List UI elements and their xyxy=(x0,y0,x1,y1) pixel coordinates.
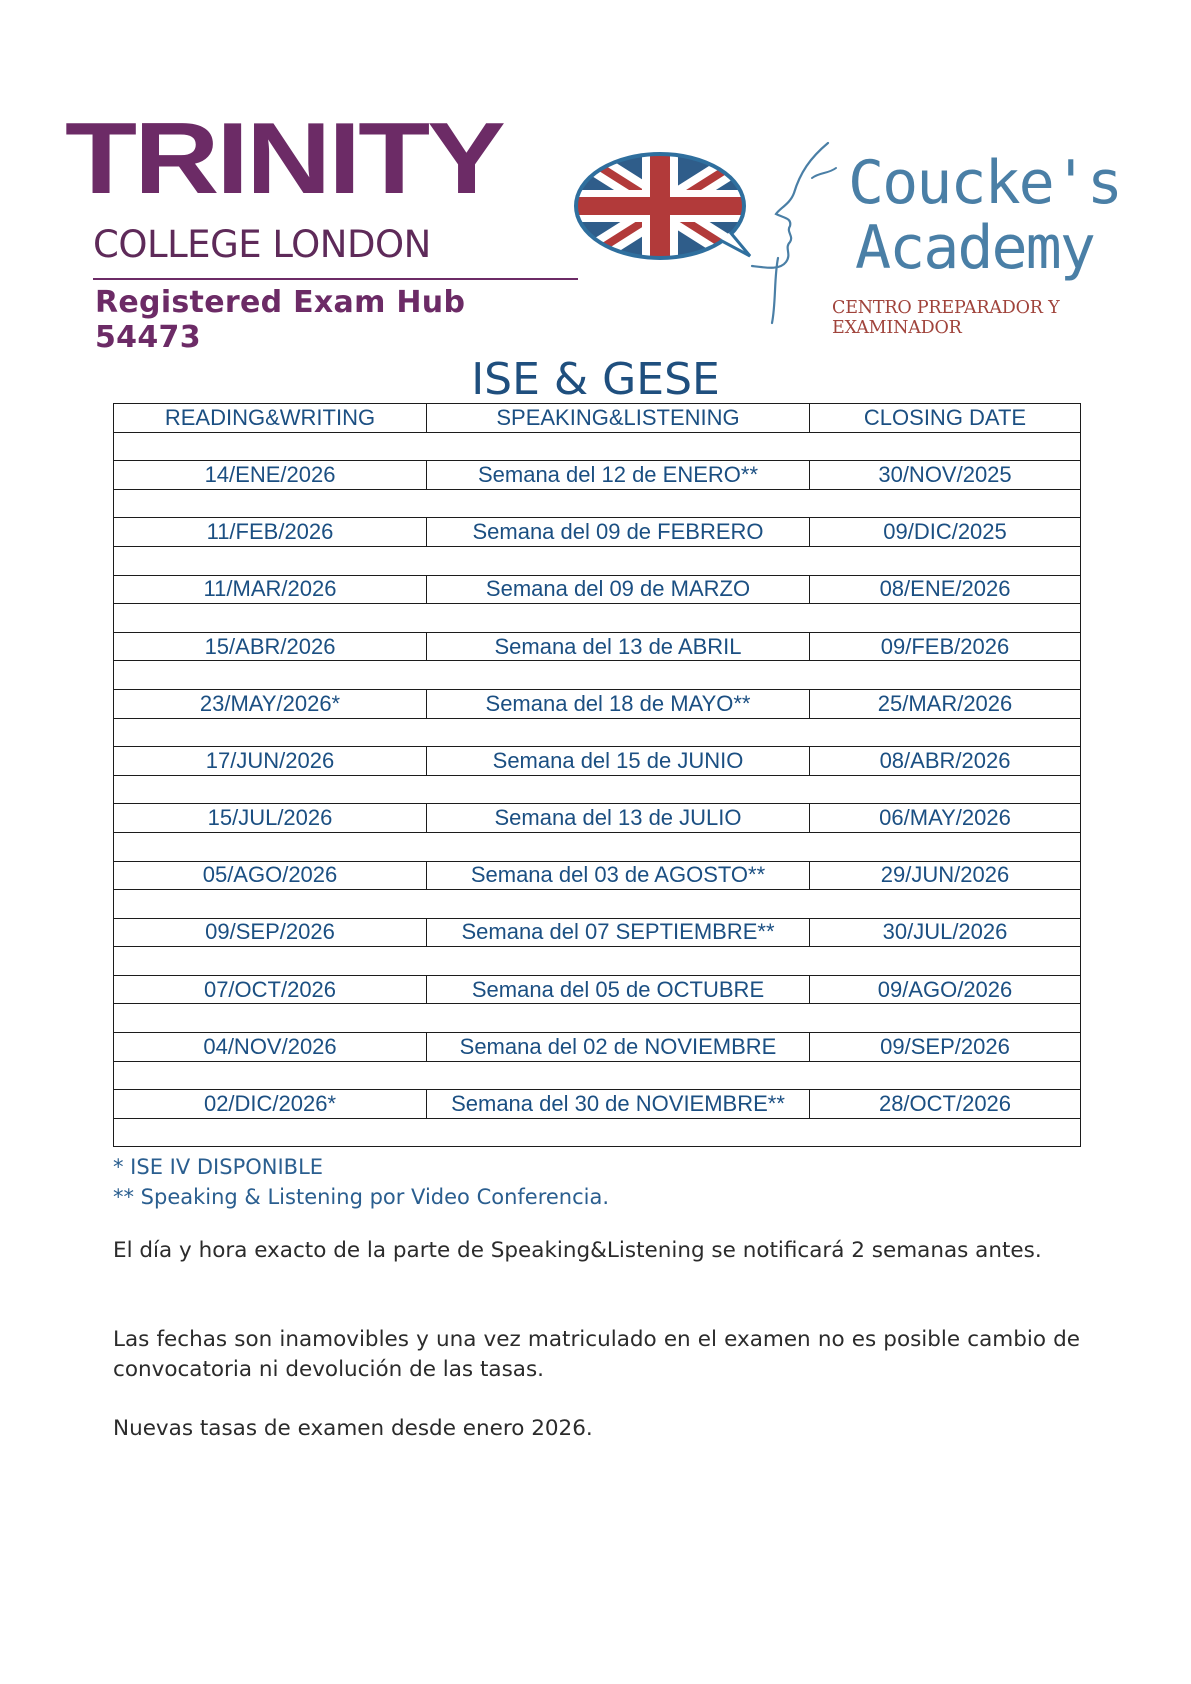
spacer-cell xyxy=(114,604,427,633)
coucke-subtitle: CENTRO PREPARADOR Y EXAMINADOR xyxy=(832,298,1060,338)
spacer-cell xyxy=(427,890,810,919)
exam-schedule-table xyxy=(113,403,1081,1147)
table-row xyxy=(114,575,1081,604)
table-spacer-row xyxy=(114,489,1081,518)
closing-date: 09/DIC/2025 xyxy=(810,518,1081,547)
spacer-cell xyxy=(427,718,810,747)
spacer-cell xyxy=(114,1118,427,1147)
closing-date: 30/NOV/2025 xyxy=(810,461,1081,490)
column-header-speaking-listening: SPEAKING&LISTENING xyxy=(427,404,810,433)
speaking-listening-week: Semana del 09 de MARZO xyxy=(427,575,810,604)
closing-date: 08/ENE/2026 xyxy=(810,575,1081,604)
spacer-cell xyxy=(114,432,427,461)
table-spacer-row xyxy=(114,890,1081,919)
table-spacer-row xyxy=(114,661,1081,690)
spacer-cell xyxy=(810,432,1081,461)
table-row xyxy=(114,918,1081,947)
spacer-cell xyxy=(427,1118,810,1147)
footnote-video-conference: ** Speaking & Listening por Video Conferencia. xyxy=(113,1185,610,1209)
spacer-cell xyxy=(114,546,427,575)
speaking-listening-week: Semana del 07 SEPTIEMBRE** xyxy=(427,918,810,947)
spacer-cell xyxy=(810,775,1081,804)
reading-writing-date: 15/JUL/2026 xyxy=(114,804,427,833)
spacer-cell xyxy=(427,661,810,690)
spacer-cell xyxy=(114,775,427,804)
footnotes xyxy=(113,1152,1080,1212)
speaking-listening-week: Semana del 09 de FEBRERO xyxy=(427,518,810,547)
closing-date: 30/JUL/2026 xyxy=(810,918,1081,947)
closing-date: 09/FEB/2026 xyxy=(810,632,1081,661)
spacer-cell xyxy=(114,947,427,976)
table-row xyxy=(114,975,1081,1004)
spacer-cell xyxy=(114,832,427,861)
table-spacer-row xyxy=(114,1118,1081,1147)
coucke-name-line2: Academy xyxy=(855,213,1094,283)
spacer-cell xyxy=(810,1061,1081,1090)
speaking-listening-week: Semana del 12 de ENERO** xyxy=(427,461,810,490)
spacer-cell xyxy=(114,1061,427,1090)
spacer-cell xyxy=(114,489,427,518)
reading-writing-date: 02/DIC/2026* xyxy=(114,1090,427,1119)
closing-date: 09/SEP/2026 xyxy=(810,1033,1081,1062)
spacer-cell xyxy=(810,1118,1081,1147)
page-title: ISE & GESE xyxy=(471,354,720,405)
closing-date: 09/AGO/2026 xyxy=(810,975,1081,1004)
face-profile-outline-icon xyxy=(750,138,840,328)
closing-date: 29/JUN/2026 xyxy=(810,861,1081,890)
table-spacer-row xyxy=(114,604,1081,633)
trinity-college-london: COLLEGE LONDON xyxy=(93,223,431,266)
spacer-cell xyxy=(114,718,427,747)
spacer-cell xyxy=(810,661,1081,690)
spacer-cell xyxy=(427,775,810,804)
spacer-cell xyxy=(810,890,1081,919)
reading-writing-date: 17/JUN/2026 xyxy=(114,747,427,776)
reading-writing-date: 14/ENE/2026 xyxy=(114,461,427,490)
table-row xyxy=(114,1033,1081,1062)
table-row xyxy=(114,861,1081,890)
table-row xyxy=(114,689,1081,718)
paragraph-new-fees: Nuevas tasas de examen desde enero 2026. xyxy=(113,1416,593,1441)
spacer-cell xyxy=(114,661,427,690)
union-jack-speech-bubble-icon xyxy=(570,148,760,268)
table-spacer-row xyxy=(114,947,1081,976)
table-spacer-row xyxy=(114,775,1081,804)
reading-writing-date: 15/ABR/2026 xyxy=(114,632,427,661)
reading-writing-date: 11/FEB/2026 xyxy=(114,518,427,547)
table-spacer-row xyxy=(114,432,1081,461)
reading-writing-date: 23/MAY/2026* xyxy=(114,689,427,718)
table-row xyxy=(114,1090,1081,1119)
speaking-listening-week: Semana del 03 de AGOSTO** xyxy=(427,861,810,890)
paragraph-fixed-dates: Las fechas son inamovibles y una vez matriculado en el examen no es posible cambio de convocatoria ni devolución de las tasas. xyxy=(113,1327,1080,1382)
trinity-wordmark: TRINITY xyxy=(65,101,503,216)
speaking-listening-week: Semana del 02 de NOVIEMBRE xyxy=(427,1033,810,1062)
trinity-divider xyxy=(93,278,578,280)
table-header-row xyxy=(114,404,1081,433)
table-row xyxy=(114,747,1081,776)
spacer-cell xyxy=(810,1004,1081,1033)
table-row xyxy=(114,632,1081,661)
spacer-cell xyxy=(427,546,810,575)
speaking-listening-week: Semana del 15 de JUNIO xyxy=(427,747,810,776)
reading-writing-date: 04/NOV/2026 xyxy=(114,1033,427,1062)
spacer-cell xyxy=(114,1004,427,1033)
closing-date: 28/OCT/2026 xyxy=(810,1090,1081,1119)
speaking-listening-week: Semana del 13 de ABRIL xyxy=(427,632,810,661)
table-row xyxy=(114,804,1081,833)
speaking-listening-week: Semana del 18 de MAYO** xyxy=(427,689,810,718)
closing-date: 08/ABR/2026 xyxy=(810,747,1081,776)
trinity-logo xyxy=(65,101,565,355)
table-spacer-row xyxy=(114,1004,1081,1033)
reading-writing-date: 05/AGO/2026 xyxy=(114,861,427,890)
spacer-cell xyxy=(427,432,810,461)
spacer-cell xyxy=(427,604,810,633)
spacer-cell xyxy=(427,489,810,518)
spacer-cell xyxy=(810,604,1081,633)
coucke-academy-logo xyxy=(570,138,1160,338)
spacer-cell xyxy=(427,1061,810,1090)
table-spacer-row xyxy=(114,718,1081,747)
spacer-cell xyxy=(810,546,1081,575)
spacer-cell xyxy=(810,718,1081,747)
spacer-cell xyxy=(427,947,810,976)
speaking-listening-week: Semana del 30 de NOVIEMBRE** xyxy=(427,1090,810,1119)
spacer-cell xyxy=(427,832,810,861)
speaking-listening-week: Semana del 05 de OCTUBRE xyxy=(427,975,810,1004)
table-spacer-row xyxy=(114,832,1081,861)
coucke-name-line1: Coucke's xyxy=(848,148,1121,218)
spacer-cell xyxy=(810,947,1081,976)
closing-date: 25/MAR/2026 xyxy=(810,689,1081,718)
spacer-cell xyxy=(810,489,1081,518)
closing-date: 06/MAY/2026 xyxy=(810,804,1081,833)
column-header-reading-writing: READING&WRITING xyxy=(114,404,427,433)
table-row xyxy=(114,518,1081,547)
reading-writing-date: 07/OCT/2026 xyxy=(114,975,427,1004)
footnote-ise-iv: * ISE IV DISPONIBLE xyxy=(113,1155,324,1179)
reading-writing-date: 11/MAR/2026 xyxy=(114,575,427,604)
reading-writing-date: 09/SEP/2026 xyxy=(114,918,427,947)
spacer-cell xyxy=(427,1004,810,1033)
paragraph-speaking-notice: El día y hora exacto de la parte de Speaking&Listening se notificará 2 semanas antes. xyxy=(113,1238,1042,1263)
spacer-cell xyxy=(810,832,1081,861)
table-body xyxy=(114,432,1081,1147)
table-spacer-row xyxy=(114,546,1081,575)
spacer-cell xyxy=(114,890,427,919)
speaking-listening-week: Semana del 13 de JULIO xyxy=(427,804,810,833)
column-header-closing-date: CLOSING DATE xyxy=(810,404,1081,433)
table-row xyxy=(114,461,1081,490)
trinity-exam-hub: Registered Exam Hub 54473 xyxy=(95,285,466,355)
table-spacer-row xyxy=(114,1061,1081,1090)
